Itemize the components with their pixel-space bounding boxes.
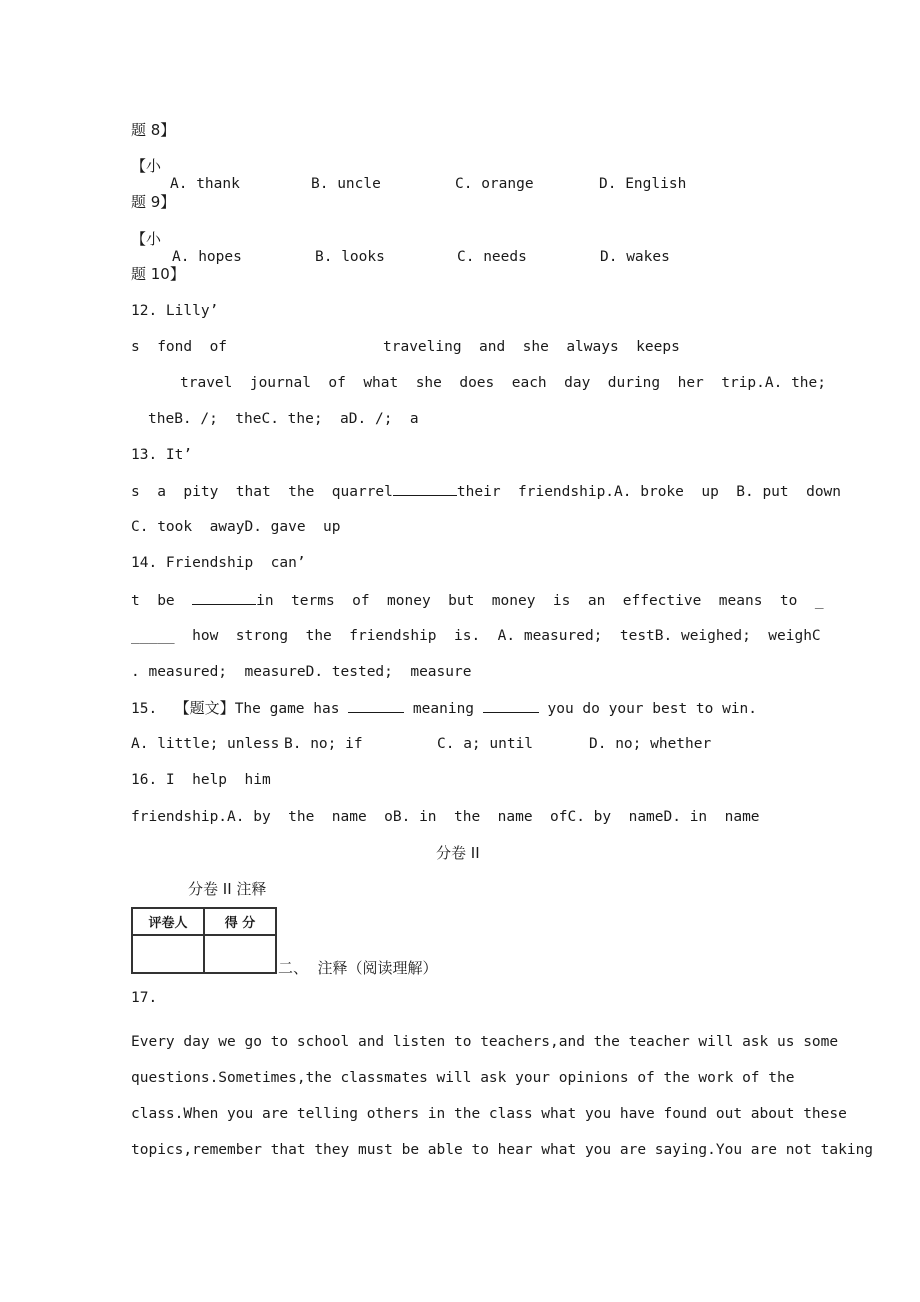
q15-blank-1 <box>348 698 404 713</box>
q12-line2a: s fond of <box>131 339 228 355</box>
q8-label-b: 【小 <box>131 157 162 175</box>
q14-blank <box>192 590 256 605</box>
q15-option-c: C. a; until <box>437 736 534 752</box>
q8-option-c: C. orange <box>455 176 534 192</box>
q9-option-d: D. wakes <box>600 249 670 265</box>
score-table <box>131 907 277 974</box>
q9-option-b: B. looks <box>315 249 385 265</box>
score-table-cell-score <box>204 935 276 973</box>
q16-line1: 16. I help him <box>131 772 271 788</box>
q9-option-c: C. needs <box>457 249 527 265</box>
q13-line2b: their friendship.A. broke up B. put down <box>456 484 842 500</box>
q9-label-b: 【小 <box>131 230 162 248</box>
q17-number: 17. <box>131 990 158 1006</box>
q15-blank-2 <box>483 698 539 713</box>
q17-passage-line: topics,remember that they must be able to hear what you are saying.You are not taking <box>131 1142 874 1158</box>
q8-option-a: A. thank <box>170 176 240 192</box>
q13-line2a: s a pity that the quarrel <box>131 484 393 500</box>
section-title: 分卷 II <box>436 844 480 862</box>
section-heading: 二、 注释（阅读理解） <box>278 959 438 977</box>
q12-line4: theB. /; theC. the; aD. /; a <box>148 411 419 427</box>
section-note: 分卷 II 注释 <box>188 880 267 898</box>
score-table-header-score: 得 分 <box>204 908 276 935</box>
q12-line1: 12. Lilly’ <box>131 303 219 319</box>
q15-tag: 【题文】 <box>174 699 235 717</box>
q9-label-a: 题 9】 <box>131 193 176 211</box>
q9-option-a: A. hopes <box>172 249 242 265</box>
q14-line2b: in terms of money but money is an effective means to _ <box>256 593 824 609</box>
q10-label: 题 10】 <box>131 265 185 283</box>
q17-passage-line: Every day we go to school and listen to teachers,and the teacher will ask us some <box>131 1034 839 1050</box>
q15-stem-b: meaning <box>412 701 475 717</box>
q15-stem-c: you do your best to win. <box>547 701 758 717</box>
q13-line1: 13. It’ <box>131 447 193 463</box>
q16-line2: friendship.A. by the name oB. in the name ofC. by nameD. in name <box>131 809 760 825</box>
score-table-cell-grader <box>132 935 204 973</box>
q15-option-a: A. little; unless <box>131 736 280 752</box>
q15-option-d: D. no; whether <box>589 736 712 752</box>
q17-passage-line: questions.Sometimes,the classmates will ask your opinions of the work of the <box>131 1070 795 1086</box>
q14-line1: 14. Friendship can’ <box>131 555 306 571</box>
q13-line2 <box>131 481 841 502</box>
q8-option-b: B. uncle <box>311 176 381 192</box>
q14-line3: _____ how strong the friendship is. A. measured; testB. weighed; weighC <box>131 628 821 644</box>
q15-stem <box>131 698 757 719</box>
q12-line3: travel journal of what she does each day during her trip.A. the; <box>180 375 827 391</box>
q14-line2a: t be <box>131 593 193 609</box>
q17-passage-line: class.When you are telling others in the class what you have found out about these <box>131 1106 847 1122</box>
q14-line4: . measured; measureD. tested; measure <box>131 664 472 680</box>
q13-blank <box>393 481 457 496</box>
q15-stem-a: The game has <box>234 701 340 717</box>
score-table-header-grader: 评卷人 <box>132 908 204 935</box>
q12-line2b: traveling and she always keeps <box>383 339 680 355</box>
q15-option-b: B. no; if <box>284 736 363 752</box>
q15-number: 15. <box>131 701 158 717</box>
q8-label-a: 题 8】 <box>131 121 176 139</box>
q14-line2 <box>131 590 824 611</box>
q13-line3: C. took awayD. gave up <box>131 519 341 535</box>
q8-option-d: D. English <box>599 176 687 192</box>
